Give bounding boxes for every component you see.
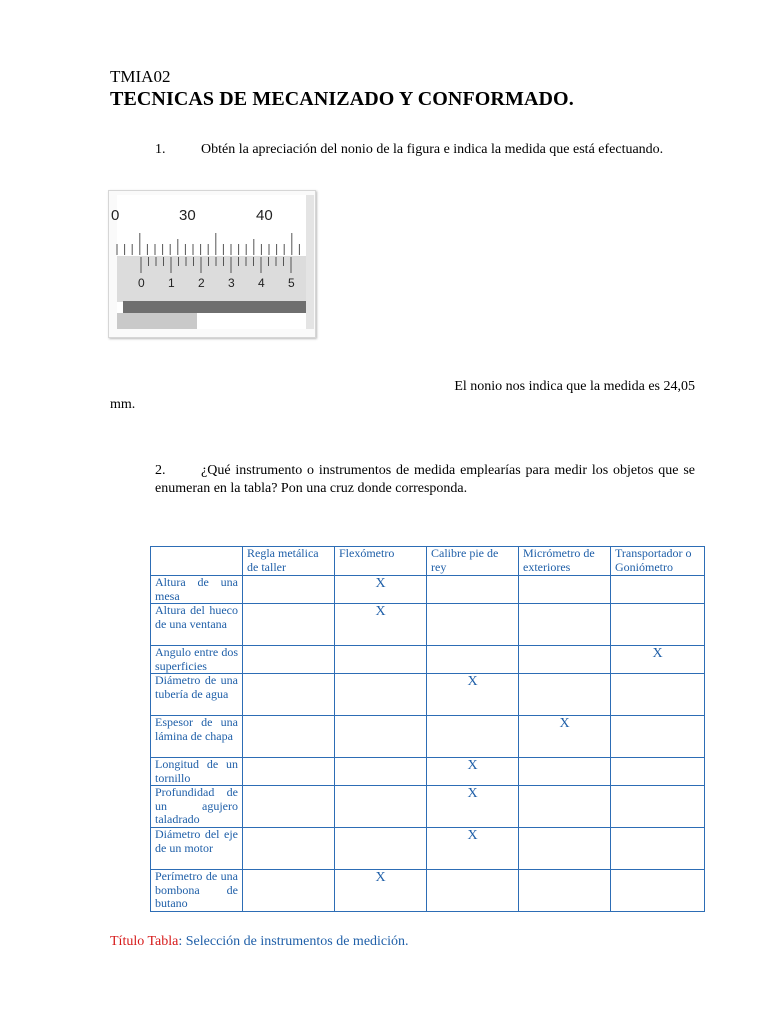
table-caption-text: : Selección de instrumentos de medición. — [178, 934, 409, 949]
table-row — [151, 646, 705, 674]
table-row — [151, 674, 705, 716]
table-header-cell: Calibre pie de rey — [427, 547, 519, 576]
table-row-label: Diámetro del eje de un motor — [151, 828, 243, 870]
table-cell — [243, 828, 335, 870]
table-cell — [427, 716, 519, 758]
question-2-text: ¿Qué instrumento o instrumentos de medida emplearías para medir los objetos que se enumeran en la tabla? Pon una cruz donde corresponda. — [155, 463, 695, 496]
document-code: TMIA02 — [110, 67, 171, 86]
table-header-cell: Regla metálica de taller — [243, 547, 335, 576]
table-cell — [243, 716, 335, 758]
table-row — [151, 828, 705, 870]
table-cell — [243, 870, 335, 912]
table-row-label: Longitud de un tornillo — [151, 758, 243, 786]
table-cell — [243, 786, 335, 828]
main-scale-label-40: 40 — [256, 207, 273, 224]
table-row — [151, 576, 705, 604]
table-cell — [611, 758, 705, 786]
answer-1-line2: mm. — [110, 397, 136, 412]
table-cell: X — [427, 674, 519, 716]
table-cell — [243, 576, 335, 604]
table-row-label: Altura de una mesa — [151, 576, 243, 604]
table-cell — [243, 646, 335, 674]
table-cell — [519, 786, 611, 828]
table-cell — [611, 870, 705, 912]
table-cell — [519, 828, 611, 870]
table-caption — [110, 934, 409, 950]
table-cell: X — [427, 758, 519, 786]
vernier-label: 4 — [258, 276, 265, 290]
table-cell: X — [335, 576, 427, 604]
table-cell — [519, 674, 611, 716]
main-scale-label-30: 30 — [179, 207, 196, 224]
document-title: TECNICAS DE MECANIZADO Y CONFORMADO. — [110, 88, 574, 110]
table-cell — [335, 716, 427, 758]
vernier-label: 1 — [168, 276, 175, 290]
vernier-label: 3 — [228, 276, 235, 290]
table-cell — [611, 786, 705, 828]
table-cell — [611, 828, 705, 870]
table-cell — [335, 828, 427, 870]
table-cell: X — [335, 604, 427, 646]
table-cell — [427, 646, 519, 674]
table-cell — [427, 870, 519, 912]
table-cell — [427, 604, 519, 646]
vernier-label: 2 — [198, 276, 205, 290]
table-cell: X — [335, 870, 427, 912]
table-cell — [519, 604, 611, 646]
table-cell — [335, 646, 427, 674]
table-row-label: Altura del hueco de una ventana — [151, 604, 243, 646]
question-1-number: 1. — [155, 142, 166, 157]
table-header-cell: Flexómetro — [335, 547, 427, 576]
table-row — [151, 786, 705, 828]
table-cell — [519, 646, 611, 674]
table-cell — [519, 576, 611, 604]
table-header-cell: Micrómetro de exteriores — [519, 547, 611, 576]
question-1-text: Obtén la apreciación del nonio de la figura e indica la medida que está efectuando. — [201, 142, 664, 157]
main-scale-label-0: 0 — [111, 207, 120, 224]
table-header-row — [151, 547, 705, 576]
table-cell — [243, 674, 335, 716]
table-cell — [243, 604, 335, 646]
table-cell: X — [519, 716, 611, 758]
vernier-caliper-drawing — [109, 191, 315, 337]
table-cell — [335, 786, 427, 828]
vernier-label: 0 — [138, 276, 145, 290]
answer-1 — [110, 378, 695, 414]
table-row — [151, 604, 705, 646]
table-cell — [335, 674, 427, 716]
table-cell — [611, 576, 705, 604]
table-caption-label: Título Tabla — [110, 934, 179, 949]
table-cell — [519, 758, 611, 786]
table-cell — [611, 716, 705, 758]
vernier-caliper-figure — [108, 190, 316, 338]
table-row-label: Diámetro de una tubería de agua — [151, 674, 243, 716]
table-row-label: Angulo entre dos superficies — [151, 646, 243, 674]
table-row — [151, 716, 705, 758]
table-header-cell — [151, 547, 243, 576]
table-row-label: Profundidad de un agujero taladrado — [151, 786, 243, 828]
vernier-label: 5 — [288, 276, 295, 290]
table-cell: X — [427, 828, 519, 870]
table-header-cell: Transportador o Goniómetro — [611, 547, 705, 576]
table-cell — [519, 870, 611, 912]
table-row-label: Espesor de una lámina de chapa — [151, 716, 243, 758]
table-row — [151, 870, 705, 912]
table-cell — [611, 674, 705, 716]
table-cell — [335, 758, 427, 786]
table-cell — [427, 576, 519, 604]
table-row-label: Perímetro de una bombona de butano — [151, 870, 243, 912]
table-cell: X — [427, 786, 519, 828]
table-row — [151, 758, 705, 786]
table-cell: X — [611, 646, 705, 674]
table-cell — [611, 604, 705, 646]
answer-1-line1: El nonio nos indica que la medida es 24,05 — [454, 379, 695, 394]
table-cell — [243, 758, 335, 786]
question-2-number: 2. — [155, 463, 166, 478]
instruments-table — [150, 546, 705, 912]
